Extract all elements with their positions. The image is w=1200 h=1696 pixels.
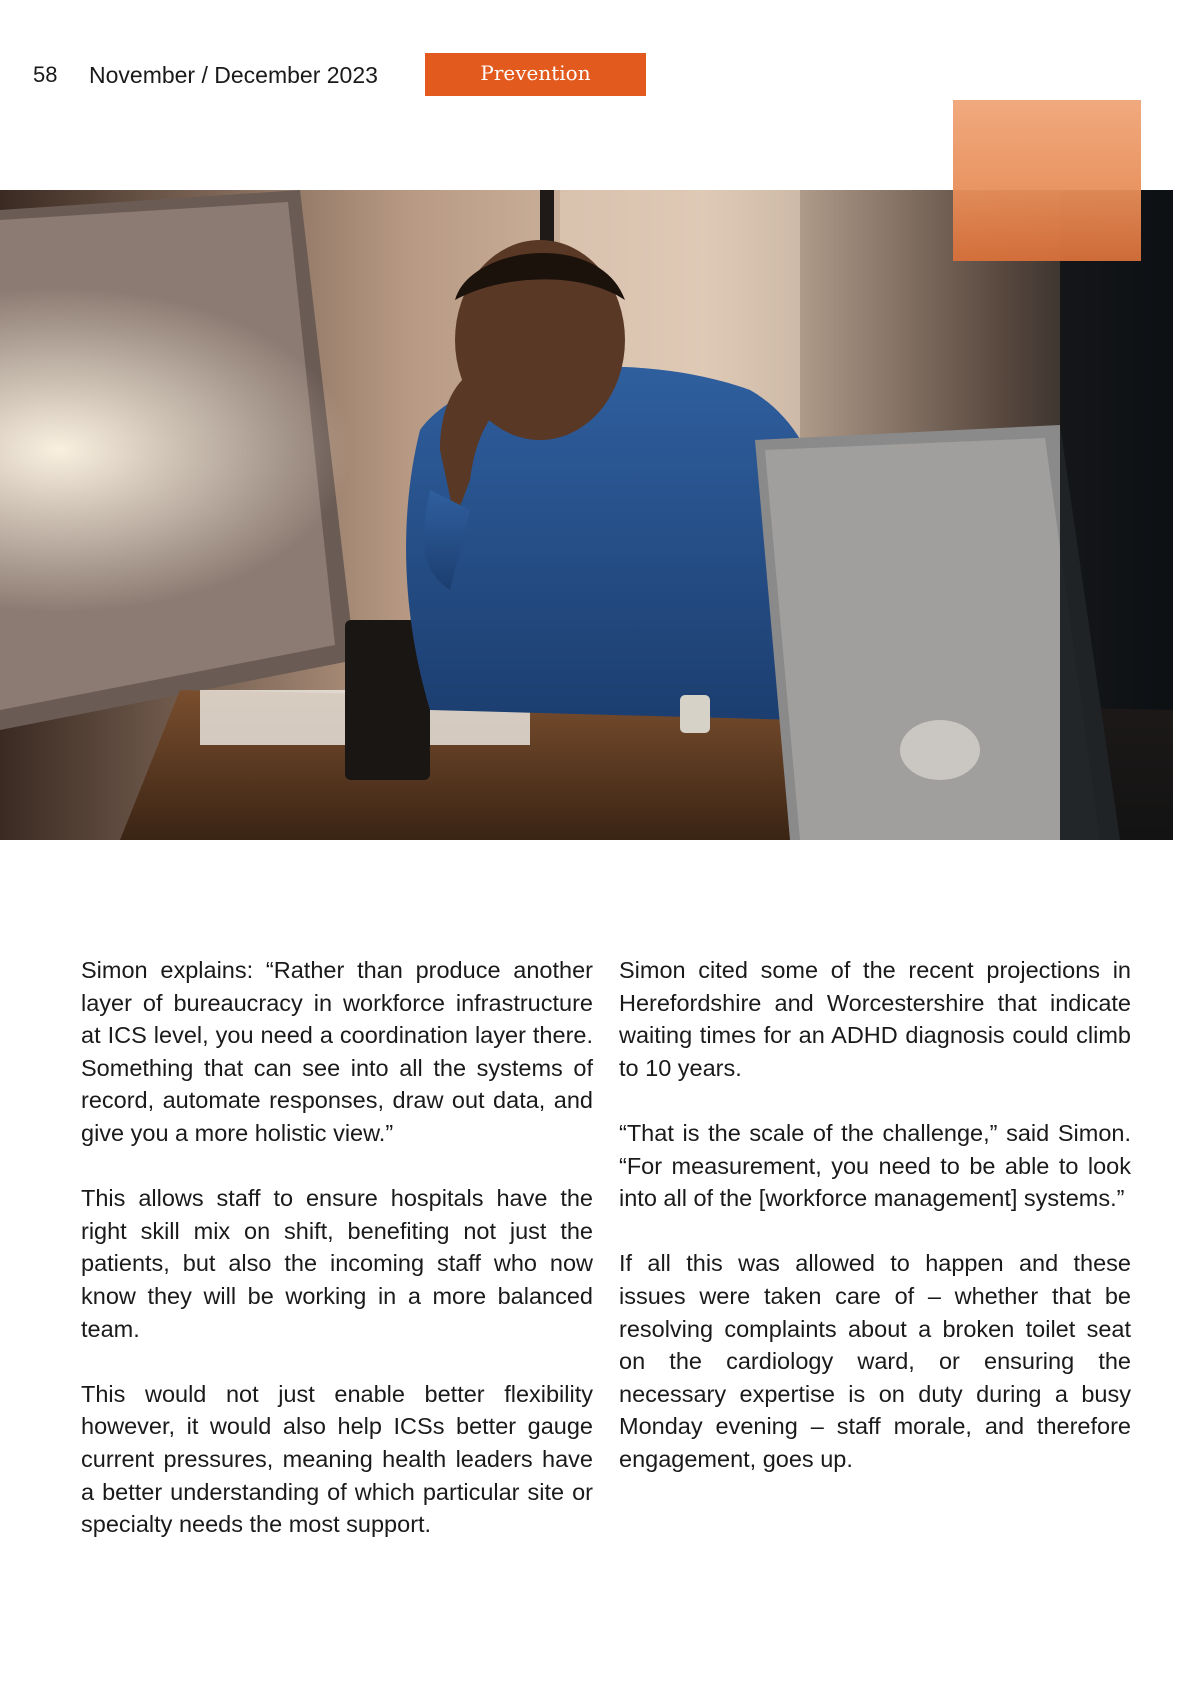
- article-right-column: [619, 954, 1131, 1508]
- article-left-column: [81, 954, 593, 1573]
- photo-stressed-office-worker-icon: [0, 190, 1173, 840]
- paragraph: This would not just enable better flexibility however, it would also help ICSs better gauge current pressures, meaning health leaders have a better understanding of which particular site or specialty needs the most support.: [81, 1380, 593, 1538]
- paragraph: This allows staff to ensure hospitals have the right skill mix on shift, benefiting not just the patients, but also the incoming staff who now know they will be working in a more balanced team.: [81, 1185, 593, 1342]
- decorative-accent-square: [953, 100, 1141, 261]
- issue-date: November / December 2023: [89, 62, 378, 88]
- article-photo: [0, 190, 1173, 840]
- paragraph: If all this was allowed to happen and these issues were taken care of – whether that be resolving complaints about a broken toilet seat on the cardiology ward, or ensuring the necessary expertise is on duty during a busy Monday evening – staff morale, and therefore engagement, goes up.: [619, 1250, 1131, 1472]
- paragraph: “That is the scale of the challenge,” said Simon. “For measurement, you need to be able to look into all of the [workforce management] systems.”: [619, 1119, 1131, 1212]
- paragraph: Simon explains: “Rather than produce another layer of bureaucracy in workforce infrastructure at ICS level, you need a coordination layer there. Something that can see into all the systems of record, automate responses, draw out data, and give you a more holistic view.”: [81, 957, 593, 1146]
- paragraph: Simon cited some of the recent projections in Herefordshire and Worcestershire that indicate waiting times for an ADHD diagnosis could climb to 10 years.: [619, 957, 1131, 1081]
- page-number: 58: [33, 62, 58, 87]
- section-tag: Prevention: [425, 53, 646, 96]
